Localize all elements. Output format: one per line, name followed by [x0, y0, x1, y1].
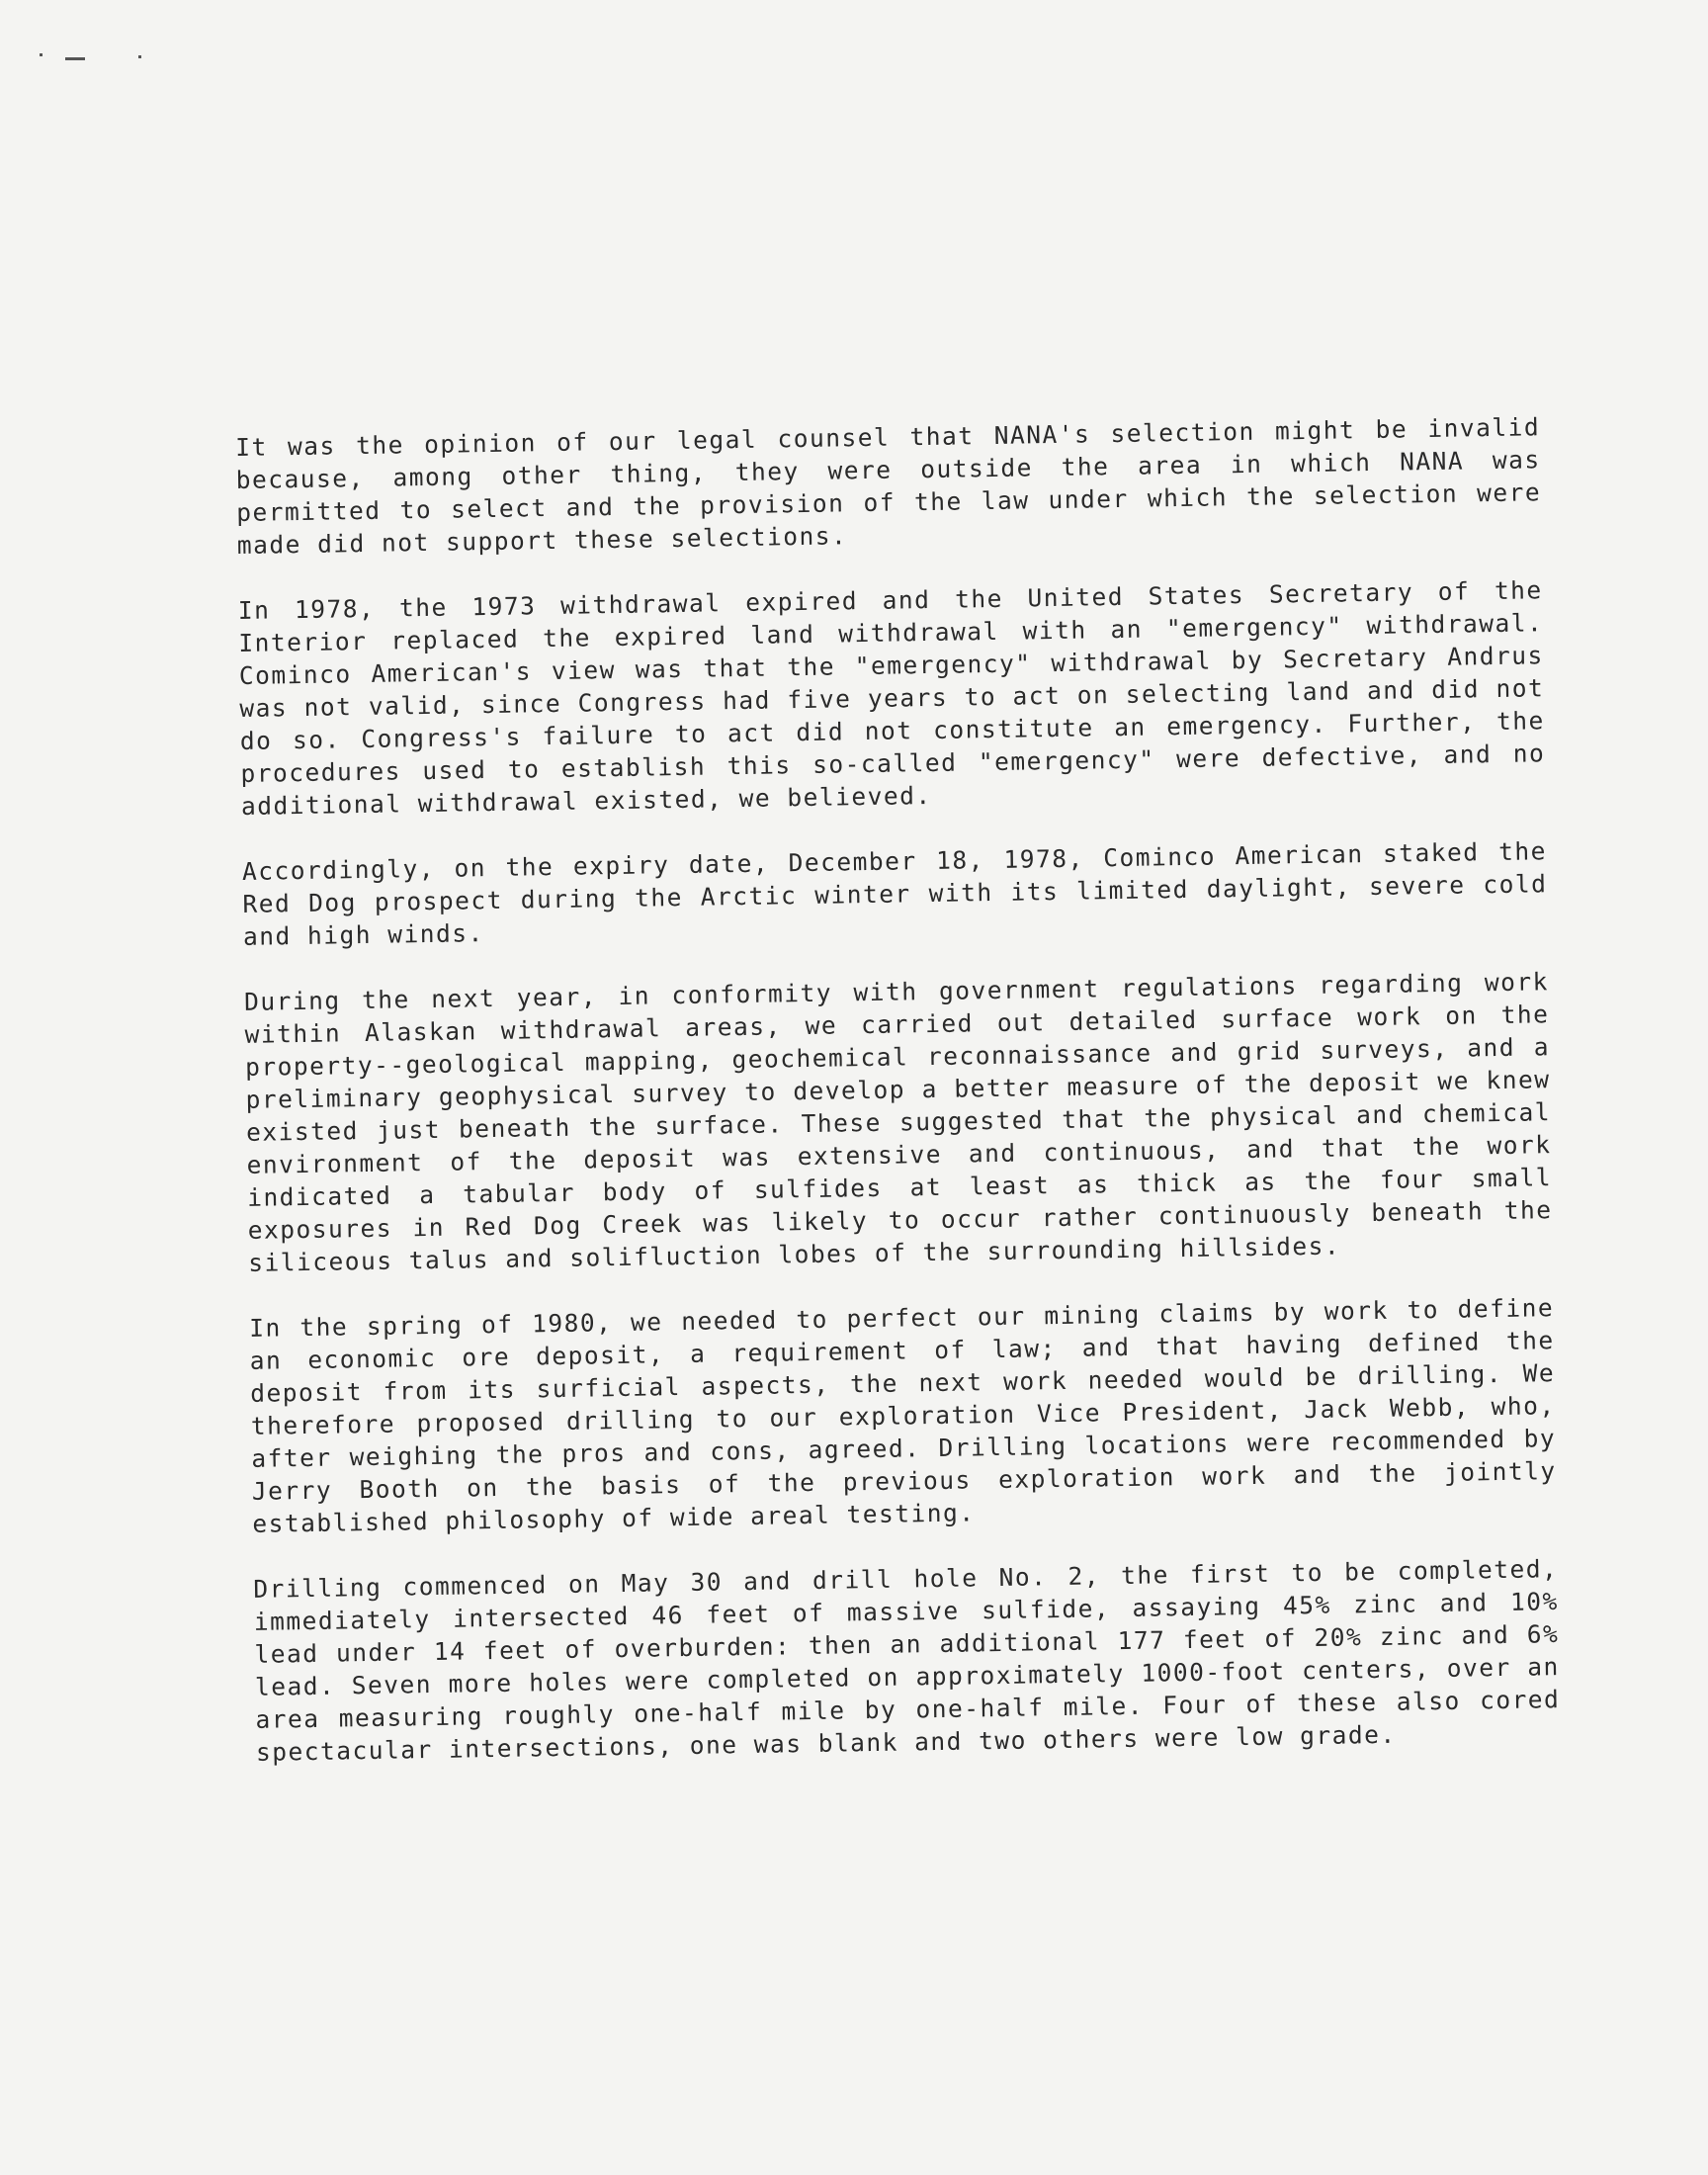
scan-speck	[65, 57, 85, 60]
paragraph-surface-work: During the next year, in conformity with government regulations regarding work within Alaskan withdrawal areas, we carried out detailed surface work on the property--geological mapping, geochemical reconnaissance and grid surveys, and a preliminary geophysical survey to develop a better measure of the deposit we knew existed just beneath the surface. These suggested that the physical and chemical environment of the deposit was extensive and continuous, and that the work indicated a tabular body of sulfides at least as thick as the four small exposures in Red Dog Creek was likely to occur rather continuously beneath the siliceous talus and solifluction lobes of the surrounding hillsides.	[243, 967, 1553, 1277]
paragraph-staking: Accordingly, on the expiry date, December 18, 1978, Cominco American staked the Red Dog prospect during the Arctic winter with its limited daylight, severe cold and high winds.	[241, 836, 1548, 951]
scan-speck	[40, 53, 43, 56]
paragraph-legal-counsel: It was the opinion of our legal counsel that NANA's selection might be invalid because, among other thing, they were outside the area in which NANA was permitted to select and the provision of the law under which the selection were made did not support these selections.	[235, 412, 1542, 560]
paragraph-withdrawal-expired: In 1978, the 1973 withdrawal expired and the United States Secretary of the Interior replaced the expired land withdrawal with an "emergency" withdrawal. Cominco American's view was that the "emergency" withdrawal by Secretary Andrus was not valid, since Congress had five years to act on selecting land and did not do so. Congress's failure to act did not constitute an emergency. Further, the procedures used to establish this so-called "emergency" were defective, and no additional withdrawal existed, we believed.	[237, 575, 1546, 821]
document-body	[235, 410, 1562, 1801]
paragraph-drilling-results: Drilling commenced on May 30 and drill hole No. 2, the first to be completed, immediately intersected 46 feet of massive sulfide, assaying 45% zinc and 10% lead under 14 feet of overburden: then an additional 177 feet of 20% zinc and 6% lead. Seven more holes were completed on approximately 1000-foot centers, over an area measuring roughly one-half mile by one-half mile. Four of these also cored spectacular intersections, one was blank and two others were low grade.	[253, 1554, 1561, 1767]
paragraph-drilling-proposal: In the spring of 1980, we needed to perfect our mining claims by work to define an economic ore deposit, a requirement of law; and that having defined the deposit from its surficial aspects, the next work needed would be drilling. We therefore proposed drilling to our exploration Vice President, Jack Webb, who, after weighing the pros and cons, agreed. Drilling locations were recommended by Jerry Booth on the basis of the previous exploration work and the jointly established philosophy of wide areal testing.	[249, 1293, 1557, 1538]
scan-speck	[138, 55, 141, 58]
